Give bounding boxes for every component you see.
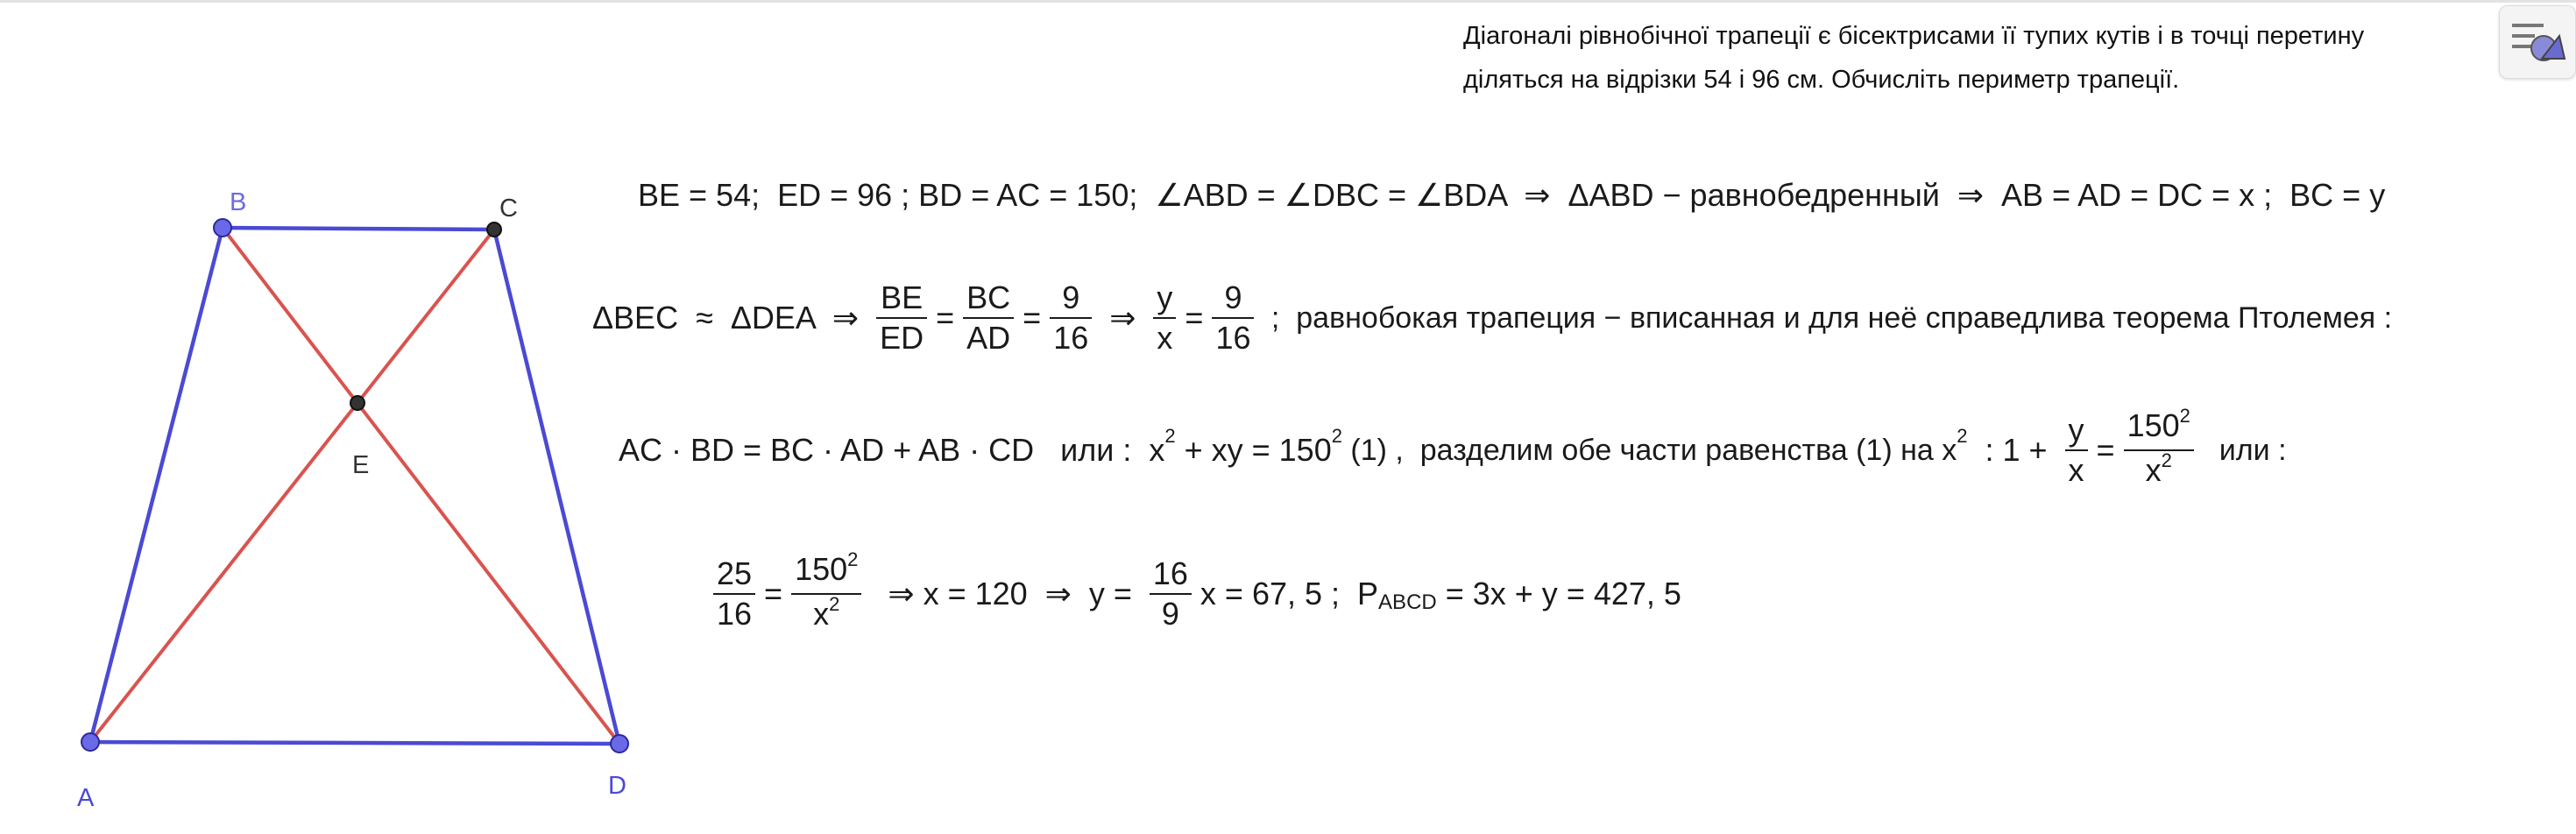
fraction-150sq-xsq: $\frac{150^2}{x^2}$ [2124,408,2194,492]
fraction-9-16: $\frac{9}{16}$ [1050,280,1092,356]
trapezoid-figure [0,0,666,834]
equals-sign: = [2096,432,2115,468]
point-d[interactable] [611,735,628,753]
fraction-9-16-b: $\frac{9}{16}$ [1212,280,1254,356]
superscript: 2 [1331,425,1342,447]
line4-text-1: ⇒ x = 120 ⇒ y = [870,576,1141,611]
menu-button[interactable] [2499,5,2576,79]
equals-sign: = [764,576,783,611]
superscript: 2 [1957,425,1968,447]
formula-line-4 [704,548,1681,636]
fraction-be-ed: $\frac{BE}{ED}$ [876,280,927,356]
line2-text-1: ΔBEC ≈ ΔDEA ⇒ [592,300,868,336]
equals-sign: = [1185,300,1204,336]
point-e[interactable] [350,396,364,410]
diagonal-ac [90,230,494,742]
fraction-y-x: $\frac{y}{x}$ [1153,280,1176,356]
side-ad [90,742,619,744]
formula-line-3 [619,405,2287,492]
label-c: C [499,194,518,223]
label-d: D [608,772,626,800]
point-b[interactable] [214,219,231,237]
problem-statement [1463,14,2497,102]
line2-text-2: ; равнобокая трапеция − вписанная и для неё справедлива теорема Птолемея : [1263,300,2393,335]
implies-sign: ⇒ [1100,300,1145,336]
line3-text-3: (1) , разделим обе части равенства (1) на x [1341,433,1957,467]
fraction-16-9: $\frac{16}{9}$ [1150,556,1192,632]
problem-line-2: діляться на відрізки 54 і 96 см. Обчисліть периметр трапеції. [1463,66,2180,94]
side-ab [90,228,223,742]
line3-text-5: или : [2202,433,2287,467]
problem-line-1: Діагоналі рівнобічної трапеції є бісектрисами її тупих кутів і в точці перетину [1463,22,2365,50]
line1-text: BE = 54; ED = 96 ; BD = AC = 150; ∠ABD = ∠DBC = ∠BDA ⇒ ΔABD − равнобедренный ⇒ AB = AD = DC = x ; BC = y [638,177,2386,213]
diagonal-bd [223,228,619,744]
line4-text-2: x = 67, 5 ; P [1200,576,1379,611]
equals-sign: = [1023,300,1042,336]
superscript: 2 [1164,425,1176,447]
fraction-y-x-2: $\frac{y}{x}$ [2065,413,2088,488]
label-a: A [77,784,95,812]
point-a[interactable] [81,733,99,751]
side-bc [223,228,494,230]
line3-text-2: + xy = 150 [1175,432,1332,468]
equals-sign: = [936,300,955,336]
label-b: B [230,188,247,216]
fraction-150sq-xsq-2: $\frac{150^2}{x^2}$ [791,552,861,636]
fraction-bc-ad: $\frac{BC}{AD}$ [963,280,1014,356]
line3-text-1: AC · BD = BC · AD + AB · CD или : x [619,432,1165,468]
subscript-abcd: ABCD [1378,590,1437,614]
formula-line-2 [592,280,2392,356]
line3-text-4: : 1 + [1967,432,2056,468]
point-c[interactable] [487,223,501,237]
line4-text-3: = 3x + y = 427, 5 [1436,576,1681,611]
fraction-25-16: $\frac{25}{16}$ [713,556,755,632]
formula-line-1 [638,177,2385,214]
label-e: E [352,451,370,479]
menu-icon [2509,17,2566,67]
